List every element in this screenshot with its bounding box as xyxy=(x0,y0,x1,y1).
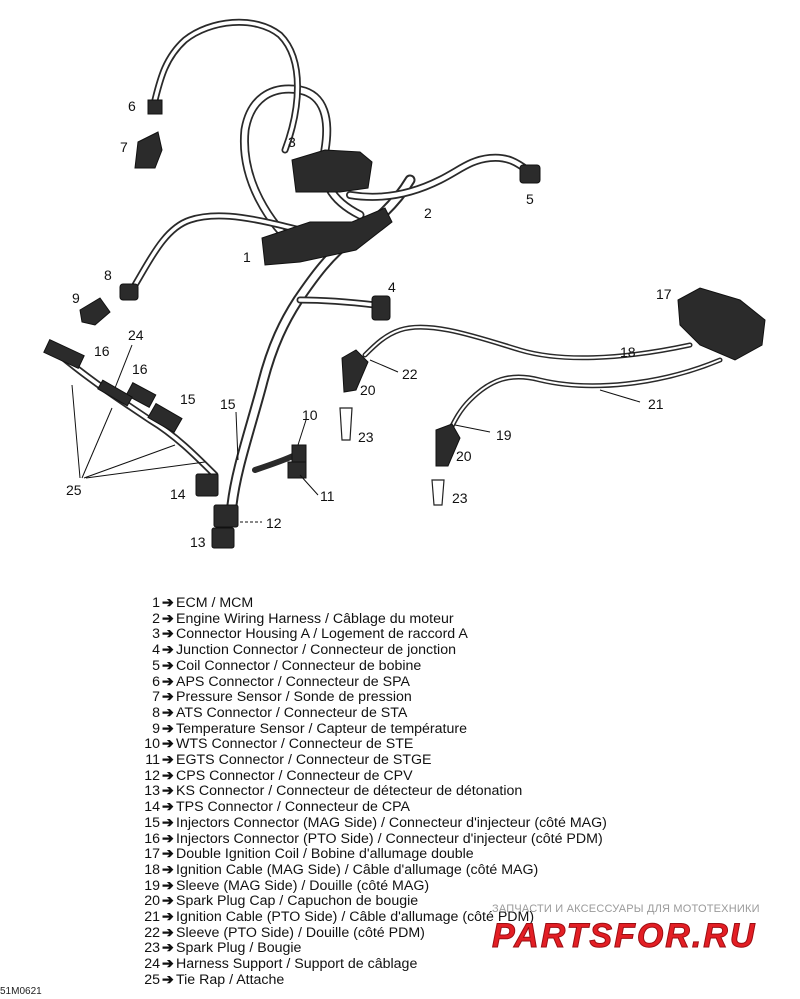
legend-text: Ignition Cable (PTO Side) / Câble d'allumage (côté PDM) xyxy=(176,909,535,926)
ks-connector xyxy=(212,528,234,548)
legend-text: Harness Support / Support de câblage xyxy=(176,956,418,973)
legend-item xyxy=(138,706,607,722)
arrow-right-icon: ➔ xyxy=(162,610,174,627)
callout-16b: 16 xyxy=(132,361,148,377)
arrow-right-icon: ➔ xyxy=(162,657,174,674)
legend-number: 23 xyxy=(144,940,160,957)
legend-text: Engine Wiring Harness / Câblage du moteur xyxy=(176,610,454,627)
arrow-right-icon: ➔ xyxy=(162,767,174,784)
ats-connector xyxy=(120,284,138,300)
legend-number: 19 xyxy=(144,877,160,894)
legend-text: Double Ignition Coil / Bobine d'allumage double xyxy=(176,846,474,863)
tie-rap-leader-1 xyxy=(72,385,80,478)
legend-number: 20 xyxy=(144,893,160,910)
callout-24: 24 xyxy=(128,327,144,343)
tps-connector xyxy=(196,474,218,496)
sleeve-mag-leader xyxy=(455,425,490,432)
legend-number: 22 xyxy=(144,924,160,941)
legend-item xyxy=(138,879,607,895)
legend-item xyxy=(138,800,607,816)
arrow-right-icon: ➔ xyxy=(162,689,174,706)
callout-5: 5 xyxy=(526,191,534,207)
coil-connector xyxy=(520,165,540,183)
legend-number: 1 xyxy=(152,595,160,611)
arrow-right-icon: ➔ xyxy=(162,877,174,894)
callout-14: 14 xyxy=(170,486,186,502)
harness-branch-coil xyxy=(350,158,530,197)
spark-plug-mag xyxy=(432,480,444,505)
injectors-connector-pto xyxy=(44,340,84,369)
junction-connector xyxy=(372,296,390,320)
legend-number: 5 xyxy=(152,657,160,674)
callout-22: 22 xyxy=(402,366,418,382)
legend-number: 16 xyxy=(144,830,160,847)
legend-item xyxy=(138,847,607,863)
legend-item xyxy=(138,769,607,785)
wts-leader xyxy=(298,420,306,445)
pressure-sensor xyxy=(135,132,162,168)
legend-item xyxy=(138,659,607,675)
ignition-cable-pto xyxy=(450,360,720,430)
callout-20a: 20 xyxy=(360,382,376,398)
legend-text: Sleeve (PTO Side) / Douille (côté PDM) xyxy=(176,924,425,941)
arrow-right-icon: ➔ xyxy=(162,861,174,878)
legend-text: Tie Rap / Attache xyxy=(176,971,285,988)
callout-17: 17 xyxy=(656,286,672,302)
callout-25: 25 xyxy=(66,482,82,498)
legend-number: 25 xyxy=(144,971,160,988)
legend-number: 11 xyxy=(145,752,160,769)
legend-item xyxy=(138,753,607,769)
legend-number: 10 xyxy=(144,736,160,753)
legend-number: 14 xyxy=(144,799,160,816)
double-ignition-coil xyxy=(678,288,765,360)
arrow-right-icon: ➔ xyxy=(162,909,174,926)
cps-connector xyxy=(214,505,238,527)
egts-connector xyxy=(288,462,306,478)
spark-plug-pto xyxy=(340,408,352,440)
legend-text: TPS Connector / Connecteur de CPA xyxy=(176,799,410,816)
temperature-sensor xyxy=(80,298,110,325)
callout-19: 19 xyxy=(496,427,512,443)
legend-number: 4 xyxy=(152,642,160,659)
legend-text: Spark Plug / Bougie xyxy=(176,940,302,957)
legend-text: Injectors Connector (PTO Side) / Connecteur d'injecteur (côté PDM) xyxy=(176,830,603,847)
legend-item xyxy=(138,596,607,612)
callout-7: 7 xyxy=(120,139,128,155)
arrow-right-icon: ➔ xyxy=(162,783,174,800)
arrow-right-icon: ➔ xyxy=(162,956,174,973)
arrow-right-icon: ➔ xyxy=(162,752,174,769)
legend-item xyxy=(138,784,607,800)
injector-mag-leader xyxy=(236,412,238,460)
arrow-right-icon: ➔ xyxy=(162,642,174,659)
legend-text: Spark Plug Cap / Capuchon de bougie xyxy=(176,893,419,910)
egts-leader xyxy=(300,475,318,495)
tie-rap-leader-4 xyxy=(86,462,205,478)
arrow-right-icon: ➔ xyxy=(162,940,174,957)
arrow-right-icon: ➔ xyxy=(162,704,174,721)
figure-code: 51M0621 xyxy=(0,986,42,997)
legend-text: Coil Connector / Connecteur de bobine xyxy=(176,657,422,674)
callout-23a: 23 xyxy=(358,429,374,445)
legend-text: Injectors Connector (MAG Side) / Connecteur d'injecteur (côté MAG) xyxy=(176,814,607,831)
legend-item xyxy=(138,722,607,738)
arrow-right-icon: ➔ xyxy=(162,846,174,863)
legend-text: APS Connector / Connecteur de SPA xyxy=(176,673,410,690)
arrow-right-icon: ➔ xyxy=(162,720,174,737)
callout-10: 10 xyxy=(302,407,318,423)
arrow-right-icon: ➔ xyxy=(162,971,174,988)
legend-number: 13 xyxy=(144,783,160,800)
callout-23b: 23 xyxy=(452,490,468,506)
legend-item xyxy=(138,832,607,848)
arrow-right-icon: ➔ xyxy=(162,673,174,690)
legend-number: 9 xyxy=(152,720,160,737)
connector-housing-a xyxy=(292,150,372,192)
harness-support-leader xyxy=(115,345,132,388)
callout-3: 3 xyxy=(288,134,296,150)
arrow-right-icon: ➔ xyxy=(162,893,174,910)
legend-number: 7 xyxy=(152,689,160,706)
legend-number: 18 xyxy=(144,861,160,878)
legend-text: Sleeve (MAG Side) / Douille (côté MAG) xyxy=(176,877,430,894)
callout-21: 21 xyxy=(648,396,664,412)
callout-2: 2 xyxy=(424,205,432,221)
arrow-right-icon: ➔ xyxy=(162,736,174,753)
legend-text: Pressure Sensor / Sonde de pression xyxy=(176,689,412,706)
legend-text: CPS Connector / Connecteur de CPV xyxy=(176,767,413,784)
legend-text: EGTS Connector / Connecteur de STGE xyxy=(176,752,432,769)
arrow-right-icon: ➔ xyxy=(162,830,174,847)
legend-item xyxy=(138,863,607,879)
callout-13: 13 xyxy=(190,534,206,550)
arrow-right-icon: ➔ xyxy=(162,814,174,831)
watermark-logo-text: PARTSFOR.RU xyxy=(492,917,757,955)
legend-item xyxy=(138,957,607,973)
legend-number: 6 xyxy=(152,673,160,690)
callout-16a: 16 xyxy=(94,343,110,359)
callout-12: 12 xyxy=(266,515,282,531)
callout-4: 4 xyxy=(388,279,396,295)
callout-15b: 15 xyxy=(220,396,236,412)
legend-number: 21 xyxy=(144,909,160,926)
sleeve-pto-leader xyxy=(370,360,398,372)
arrow-right-icon: ➔ xyxy=(162,626,174,643)
callout-18: 18 xyxy=(620,344,636,360)
legend-item xyxy=(138,627,607,643)
callout-20b: 20 xyxy=(456,448,472,464)
legend-text: KS Connector / Connecteur de détecteur de détonation xyxy=(176,783,523,800)
arrow-right-icon: ➔ xyxy=(162,924,174,941)
aps-connector xyxy=(148,100,162,114)
callout-15: 15 xyxy=(180,391,196,407)
legend-item xyxy=(138,737,607,753)
legend-number: 8 xyxy=(152,704,160,721)
legend-item xyxy=(138,690,607,706)
watermark-caption: ЗАПЧАСТИ И АКСЕССУАРЫ ДЛЯ МОТОТЕХНИКИ xyxy=(492,903,760,915)
tie-rap-leader-2 xyxy=(82,408,112,478)
legend-item xyxy=(138,675,607,691)
callout-1: 1 xyxy=(243,249,251,265)
legend-text: Junction Connector / Connecteur de jonction xyxy=(176,642,456,659)
legend-number: 17 xyxy=(144,846,160,863)
legend-number: 24 xyxy=(144,956,160,973)
legend-number: 12 xyxy=(144,767,160,784)
callout-8: 8 xyxy=(104,267,112,283)
legend-number: 2 xyxy=(152,610,160,627)
watermark-logo xyxy=(490,915,790,955)
callout-11: 11 xyxy=(320,488,335,504)
legend-number: 3 xyxy=(152,626,160,643)
legend-item xyxy=(138,816,607,832)
legend-text: ATS Connector / Connecteur de STA xyxy=(176,704,408,721)
legend-text: Temperature Sensor / Capteur de température xyxy=(176,720,467,737)
legend-text: Connector Housing A / Logement de raccord A xyxy=(176,626,468,643)
wts-connector xyxy=(292,445,306,463)
arrow-right-icon: ➔ xyxy=(162,799,174,816)
tie-rap-leader-3 xyxy=(84,445,175,478)
callout-6: 6 xyxy=(128,98,136,114)
legend-text: ECM / MCM xyxy=(176,595,254,611)
legend-item xyxy=(138,643,607,659)
arrow-right-icon: ➔ xyxy=(162,595,174,611)
ecm-module xyxy=(262,208,392,265)
legend-item xyxy=(138,973,607,989)
legend-number: 15 xyxy=(144,814,160,831)
callout-9: 9 xyxy=(72,290,80,306)
legend-text: Ignition Cable (MAG Side) / Câble d'allumage (côté MAG) xyxy=(176,861,539,878)
ignition-pto-leader xyxy=(600,390,640,402)
legend-item xyxy=(138,612,607,628)
legend-text: WTS Connector / Connecteur de STE xyxy=(176,736,414,753)
